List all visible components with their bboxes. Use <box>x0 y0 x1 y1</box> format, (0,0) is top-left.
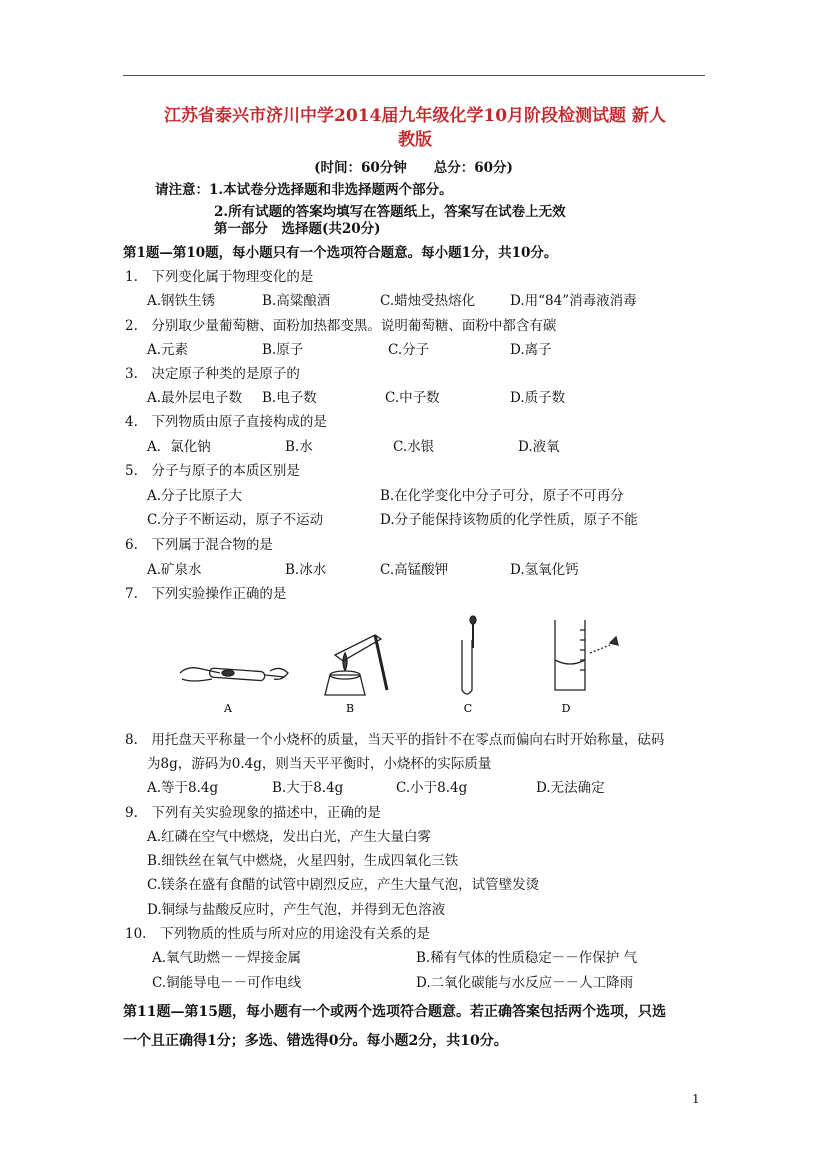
q2-stem: 2. 分别取少量葡萄糖、面粉加热都变黑。说明葡萄糖、面粉中都含有碳 <box>125 318 557 334</box>
q2-option-a: A.元素 <box>147 342 189 358</box>
q3-option-b: B.电子数 <box>262 390 317 406</box>
part-title: 第一部分 选择题(共20分) <box>214 221 381 237</box>
q3-option-d: D.质子数 <box>510 390 566 406</box>
q9-option-a: A.红磷在空气中燃烧，发出白光，产生大量白雾 <box>147 829 432 845</box>
q1-option-c: C.蜡烛受热熔化 <box>380 293 476 309</box>
figure-label-d: D <box>561 702 571 715</box>
figure-c-dropper-icon <box>462 616 476 694</box>
figure-d-graduated-cylinder-icon <box>555 620 618 690</box>
q2-option-b: B.原子 <box>262 342 304 358</box>
q8-option-c: C.小于8.4g <box>396 780 468 796</box>
q5-option-d: D.分子能保持该物质的化学性质，原子不能 <box>380 512 638 528</box>
q8-option-a: A.等于8.4g <box>147 780 219 796</box>
q9-option-b: B.细铁丝在氧气中燃烧，火星四射，生成四氧化三铁 <box>147 853 459 869</box>
q6-option-c: C.高锰酸钾 <box>380 562 449 578</box>
q9-stem: 9. 下列有关实验现象的描述中，正确的是 <box>125 805 381 821</box>
q10-stem: 10. 下列物质的性质与所对应的用途没有关系的是 <box>125 926 430 942</box>
q1-stem: 1. 下列变化属于物理变化的是 <box>125 269 314 285</box>
figure-label-b: B <box>345 702 355 715</box>
q1-option-b: B.高粱酿酒 <box>262 293 331 309</box>
q10-option-d: D.二氧化碳能与水反应－－人工降雨 <box>416 975 634 991</box>
q4-option-d: D.液氧 <box>518 439 560 455</box>
header-rule <box>123 75 705 76</box>
exam-title-line2: 教版 <box>398 130 432 150</box>
q1-option-d: D.用“84”消毒液消毒 <box>510 293 637 309</box>
section1-instruction: 第1题—第10题，每小题只有一个选项符合题意。每小题1分，共10分。 <box>123 245 558 261</box>
q5-stem: 5. 分子与原子的本质区别是 <box>125 463 300 479</box>
q8-stem: 8. 用托盘天平称量一个小烧杯的质量，当天平的指针不在零点而偏向右时开始称量，砝码 <box>125 732 665 748</box>
q7-stem: 7. 下列实验操作正确的是 <box>125 586 287 602</box>
q2-option-d: D.离子 <box>510 342 552 358</box>
figure-label-a: A <box>224 702 232 715</box>
q4-option-b: B.水 <box>285 439 313 455</box>
q8-stem-line2: 为8g，游码为0.4g，则当天平平衡时，小烧杯的实际质量 <box>147 756 492 772</box>
q4-option-a: A．氯化钠 <box>147 439 211 455</box>
q6-option-b: B.冰水 <box>285 562 327 578</box>
time-info: (时间：60分钟 总分：60分) <box>314 160 513 176</box>
figure-a-test-tube-icon <box>180 668 288 681</box>
q4-stem: 4. 下列物质由原子直接构成的是 <box>125 414 327 430</box>
lab-operations-figure <box>170 615 620 715</box>
q8-option-d: D.无法确定 <box>536 780 605 796</box>
page-number: 1 <box>692 1092 700 1106</box>
q3-option-c: C.中子数 <box>385 390 440 406</box>
q3-option-a: A.最外层电子数 <box>147 390 243 406</box>
notice-1: 请注意：1.本试卷分选择题和非选择题两个部分。 <box>155 182 453 198</box>
q9-option-c: C.镁条在盛有食醋的试管中剧烈反应，产生大量气泡，试管壁发烫 <box>147 877 540 893</box>
q9-option-d: D.铜绿与盐酸反应时，产生气泡，并得到无色溶液 <box>147 902 446 918</box>
q6-option-d: D.氢氧化钙 <box>510 562 579 578</box>
q6-option-a: A.矿泉水 <box>147 562 202 578</box>
q10-option-a: A.氧气助燃－－焊接金属 <box>152 950 302 966</box>
figure-label-c: C <box>463 702 473 715</box>
q3-stem: 3. 决定原子种类的是原子的 <box>125 366 300 382</box>
figure-b-alcohol-lamp-icon <box>325 635 387 695</box>
section2-instruction-line1: 第11题—第15题，每小题有一个或两个选项符合题意。若正确答案包括两个选项，只选 <box>123 1004 666 1020</box>
q5-option-b: B.在化学变化中分子可分，原子不可再分 <box>380 488 624 504</box>
q10-option-b: B.稀有气体的性质稳定－－作保护 气 <box>416 950 638 966</box>
q4-option-c: C.水银 <box>393 439 435 455</box>
q6-stem: 6. 下列属于混合物的是 <box>125 537 273 553</box>
exam-title-line1: 江苏省泰兴市济川中学2014届九年级化学10月阶段检测试题 新人 <box>164 106 666 126</box>
section2-instruction-line2: 一个且正确得1分；多选、错选得0分。每小题2分，共10分。 <box>123 1033 508 1049</box>
notice-2: 2.所有试题的答案均填写在答题纸上，答案写在试卷上无效 <box>214 204 566 220</box>
q8-option-b: B.大于8.4g <box>272 780 344 796</box>
q5-option-a: A.分子比原子大 <box>147 488 243 504</box>
q2-option-c: C.分子 <box>388 342 430 358</box>
q1-option-a: A.钢铁生锈 <box>147 293 216 309</box>
q5-option-c: C.分子不断运动，原子不运动 <box>147 512 324 528</box>
q10-option-c: C.铜能导电－－可作电线 <box>152 975 302 991</box>
